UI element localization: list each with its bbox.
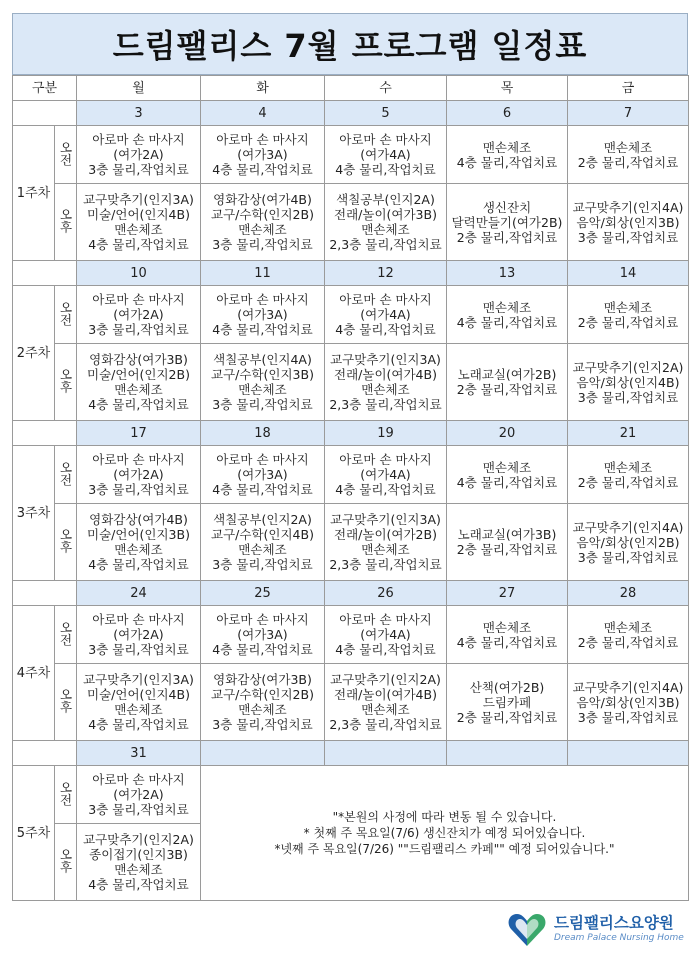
- am-row: [13, 286, 689, 344]
- cell-line: 미술/언어(인지3B): [87, 527, 190, 542]
- cell-line: 맨손체조: [114, 382, 163, 397]
- am-label: 오전: [58, 620, 73, 646]
- cell-line: 드림카페: [482, 694, 532, 710]
- cell-line: 아로마 손 마사지: [216, 292, 309, 307]
- cell-line: 맨손체조: [603, 619, 653, 635]
- date-row: [13, 581, 689, 606]
- cell-line: 4층 물리,작업치료: [456, 314, 558, 330]
- cell-line: 아로마 손 마사지: [92, 132, 185, 147]
- date-cell: 3: [77, 101, 201, 126]
- cell-line: (여가2A): [113, 627, 164, 642]
- schedule-cell: [201, 286, 325, 344]
- schedule-cell: [568, 664, 689, 741]
- cell-line: 교구맞추기(인지3A): [330, 512, 441, 527]
- cell-line: 2층 물리,작업치료: [577, 154, 679, 170]
- date-row-spacer: [13, 581, 77, 606]
- cell-line: 2층 물리,작업치료: [577, 634, 679, 650]
- cell-line: 전래/놀이(여가2B): [334, 527, 437, 542]
- date-cell-empty: [201, 741, 325, 766]
- cell-line: 맨손체조: [361, 382, 410, 397]
- cell-line: 2층 물리,작업치료: [577, 474, 679, 490]
- cell-line: (여가4A): [360, 307, 411, 322]
- schedule-cell: [201, 504, 325, 581]
- schedule-cell: [77, 344, 201, 421]
- cell-line: 4층 물리,작업치료: [456, 634, 558, 650]
- cell-line: 영화감상(여가3B): [89, 352, 188, 367]
- header-row: [13, 76, 689, 101]
- pm-label-cell: [55, 504, 77, 581]
- logo-subtitle: Dream Palace Nursing Home: [554, 933, 684, 943]
- cell-line: 노래교실(여가3B): [457, 527, 557, 542]
- cell-line: 달력만들기(여가2B): [451, 214, 563, 230]
- date-cell: 17: [77, 421, 201, 446]
- cell-line: 4층 물리,작업치료: [335, 482, 436, 497]
- date-cell: 4: [201, 101, 325, 126]
- cell-line: 교구맞추기(인지3A): [83, 672, 194, 687]
- day-header-mon: 월: [77, 76, 201, 101]
- schedule-cell: [201, 664, 325, 741]
- date-cell-empty: [325, 741, 447, 766]
- cell-line: 전래/놀이(여가3B): [334, 207, 437, 222]
- cell-line: 산책(여가2B): [469, 679, 545, 695]
- am-row: [13, 606, 689, 664]
- cell-line: 맨손체조: [114, 222, 163, 237]
- pm-label-cell: [55, 344, 77, 421]
- date-row-spacer: [13, 261, 77, 286]
- cell-line: 4층 물리,작업치료: [335, 162, 436, 177]
- cell-line: 맨손체조: [603, 139, 653, 155]
- cell-line: 3층 물리,작업치료: [577, 229, 679, 245]
- pm-label-cell: [55, 664, 77, 741]
- cell-line: 3층 물리,작업치료: [212, 237, 313, 252]
- am-label-cell: [55, 606, 77, 664]
- pm-label-cell: [55, 824, 77, 901]
- cell-line: 교구맞추기(인지2A): [330, 672, 441, 687]
- cell-line: 교구/수학(인지2B): [211, 687, 314, 702]
- page-title: 드림팰리스 7월 프로그램 일정표: [112, 27, 588, 65]
- schedule-cell: [77, 286, 201, 344]
- day-header-wed: 수: [325, 76, 447, 101]
- notice-line: *넷째 주 목요일(7/26) ""드림팰리스 카페"" 예정 되어있습니다.": [274, 842, 615, 856]
- cell-line: 3층 물리,작업치료: [88, 802, 189, 817]
- schedule-cell: [325, 504, 447, 581]
- schedule-cell: [77, 664, 201, 741]
- schedule-cell: [447, 446, 568, 504]
- date-row-spacer: [13, 101, 77, 126]
- date-cell: 11: [201, 261, 325, 286]
- cell-line: (여가2A): [113, 787, 164, 802]
- cell-line: 아로마 손 마사지: [339, 132, 432, 147]
- date-cell: 7: [568, 101, 689, 126]
- cell-line: 맨손체조: [238, 542, 287, 557]
- cell-line: 생신잔치: [482, 199, 532, 215]
- notice-box: [201, 766, 689, 901]
- cell-line: 아로마 손 마사지: [92, 452, 185, 467]
- am-label: 오전: [58, 780, 73, 806]
- date-row: [13, 741, 689, 766]
- cell-line: 교구맞추기(인지2A): [572, 359, 684, 375]
- date-cell: 18: [201, 421, 325, 446]
- cell-line: 아로마 손 마사지: [92, 772, 185, 787]
- am-label-cell: [55, 446, 77, 504]
- cell-line: 2층 물리,작업치료: [456, 542, 558, 557]
- cell-line: (여가4A): [360, 627, 411, 642]
- schedule-cell: [77, 606, 201, 664]
- notice-line: * 첫째 주 목요일(7/6) 생신잔치가 예정 되어있습니다.: [303, 826, 586, 840]
- cell-line: (여가2A): [113, 147, 164, 162]
- cell-line: 교구/수학(인지4B): [211, 527, 314, 542]
- date-cell: 24: [77, 581, 201, 606]
- cell-line: 교구/수학(인지2B): [211, 207, 314, 222]
- cell-line: 2,3층 물리,작업치료: [329, 397, 442, 412]
- cell-line: 4층 물리,작업치료: [88, 397, 189, 412]
- date-row: [13, 261, 689, 286]
- cell-line: 미술/언어(인지4B): [87, 687, 190, 702]
- cell-line: 맨손체조: [238, 702, 287, 717]
- cell-line: 4층 물리,작업치료: [88, 557, 189, 572]
- cell-line: 3층 물리,작업치료: [212, 717, 313, 732]
- cell-line: 2,3층 물리,작업치료: [329, 557, 442, 572]
- cell-line: (여가2A): [113, 467, 164, 482]
- heart-hands-icon: [506, 909, 548, 949]
- cell-line: 색칠공부(인지4A): [213, 352, 312, 367]
- cell-line: 맨손체조: [482, 139, 532, 155]
- schedule-cell: [568, 446, 689, 504]
- cell-line: 3층 물리,작업치료: [88, 482, 189, 497]
- cell-line: 2,3층 물리,작업치료: [329, 237, 442, 252]
- header-label: 구분: [13, 76, 77, 101]
- am-label-cell: [55, 126, 77, 184]
- cell-line: 맨손체조: [361, 542, 410, 557]
- cell-line: (여가4A): [360, 147, 411, 162]
- schedule-cell: [325, 184, 447, 261]
- cell-line: 2층 물리,작업치료: [577, 314, 679, 330]
- cell-line: 색칠공부(인지2A): [336, 192, 435, 207]
- cell-line: 맨손체조: [114, 542, 163, 557]
- am-label: 오전: [58, 140, 73, 166]
- cell-line: 전래/놀이(여가4B): [334, 687, 437, 702]
- cell-line: 영화감상(여가4B): [89, 512, 188, 527]
- schedule-cell: [447, 504, 568, 581]
- cell-line: 맨손체조: [361, 702, 410, 717]
- schedule-cell: [325, 344, 447, 421]
- cell-line: 4층 물리,작업치료: [335, 642, 436, 657]
- date-cell: 25: [201, 581, 325, 606]
- am-label-cell: [55, 286, 77, 344]
- date-cell: 13: [447, 261, 568, 286]
- cell-line: 맨손체조: [114, 862, 163, 877]
- cell-line: 2,3층 물리,작업치료: [329, 717, 442, 732]
- schedule-cell: [77, 504, 201, 581]
- am-row: [13, 766, 689, 824]
- logo-name: 드림팰리스요양원: [554, 914, 674, 932]
- cell-line: 맨손체조: [114, 702, 163, 717]
- schedule-cell: [201, 126, 325, 184]
- pm-label: 오후: [58, 208, 73, 233]
- schedule-cell: [568, 606, 689, 664]
- cell-line: 색칠공부(인지2A): [213, 512, 312, 527]
- week-label: 3주차: [13, 446, 55, 581]
- week-label: 4주차: [13, 606, 55, 741]
- cell-line: 교구맞추기(인지3A): [83, 192, 194, 207]
- cell-line: 4층 물리,작업치료: [88, 237, 189, 252]
- cell-line: 맨손체조: [482, 619, 532, 635]
- brand-logo: [506, 908, 692, 950]
- schedule-cell: [447, 286, 568, 344]
- date-cell: 26: [325, 581, 447, 606]
- cell-line: 맨손체조: [238, 222, 287, 237]
- cell-line: 교구맞추기(인지4A): [572, 679, 684, 695]
- cell-line: 맨손체조: [482, 299, 532, 315]
- pm-row: [13, 664, 689, 741]
- cell-line: 미술/언어(인지4B): [87, 207, 190, 222]
- pm-label: 오후: [58, 688, 73, 713]
- cell-line: 종이접기(인지3B): [89, 847, 188, 862]
- cell-line: 맨손체조: [361, 222, 410, 237]
- cell-line: 교구맞추기(인지4A): [572, 519, 684, 535]
- date-row: [13, 101, 689, 126]
- schedule-cell: [77, 766, 201, 824]
- schedule-table: [12, 75, 689, 901]
- cell-line: (여가3A): [237, 627, 288, 642]
- cell-line: 3층 물리,작업치료: [577, 549, 679, 565]
- schedule-cell: [77, 446, 201, 504]
- date-cell: 6: [447, 101, 568, 126]
- date-cell: 21: [568, 421, 689, 446]
- cell-line: 아로마 손 마사지: [216, 452, 309, 467]
- schedule-cell: [447, 126, 568, 184]
- schedule-cell: [568, 504, 689, 581]
- cell-line: 음악/회상(인지3B): [576, 694, 680, 710]
- pm-label: 오후: [58, 368, 73, 393]
- date-cell: 31: [77, 741, 201, 766]
- cell-line: 2층 물리,작업치료: [456, 229, 558, 245]
- schedule-cell: [568, 126, 689, 184]
- week-label: 5주차: [13, 766, 55, 901]
- cell-line: 4층 물리,작업치료: [212, 322, 313, 337]
- schedule-cell: [325, 664, 447, 741]
- schedule-cell: [325, 126, 447, 184]
- cell-line: 4층 물리,작업치료: [212, 162, 313, 177]
- cell-line: (여가3A): [237, 147, 288, 162]
- cell-line: 2층 물리,작업치료: [456, 709, 558, 725]
- cell-line: 영화감상(여가3B): [213, 672, 312, 687]
- cell-line: 아로마 손 마사지: [339, 292, 432, 307]
- day-header-fri: 금: [568, 76, 689, 101]
- date-cell: 19: [325, 421, 447, 446]
- cell-line: (여가3A): [237, 307, 288, 322]
- schedule-cell: [77, 126, 201, 184]
- schedule-cell: [325, 606, 447, 664]
- cell-line: 3층 물리,작업치료: [212, 397, 313, 412]
- cell-line: (여가3A): [237, 467, 288, 482]
- cell-line: 노래교실(여가2B): [457, 367, 557, 382]
- cell-line: 아로마 손 마사지: [92, 292, 185, 307]
- date-cell: 14: [568, 261, 689, 286]
- schedule-cell: [77, 184, 201, 261]
- cell-line: 3층 물리,작업치료: [577, 389, 679, 405]
- week-label: 1주차: [13, 126, 55, 261]
- am-label: 오전: [58, 300, 73, 326]
- cell-line: 아로마 손 마사지: [339, 612, 432, 627]
- cell-line: 교구/수학(인지3B): [211, 367, 314, 382]
- cell-line: 교구맞추기(인지2A): [83, 832, 194, 847]
- day-header-tue: 화: [201, 76, 325, 101]
- cell-line: 맨손체조: [238, 382, 287, 397]
- schedule-cell: [325, 286, 447, 344]
- pm-label-cell: [55, 184, 77, 261]
- date-row-spacer: [13, 741, 77, 766]
- cell-line: 맨손체조: [603, 299, 653, 315]
- cell-line: 3층 물리,작업치료: [88, 322, 189, 337]
- pm-row: [13, 504, 689, 581]
- cell-line: 아로마 손 마사지: [339, 452, 432, 467]
- pm-row: [13, 184, 689, 261]
- date-cell: 5: [325, 101, 447, 126]
- cell-line: 음악/회상(인지3B): [576, 214, 680, 230]
- date-cell: 20: [447, 421, 568, 446]
- cell-line: 4층 물리,작업치료: [88, 717, 189, 732]
- schedule-cell: [568, 184, 689, 261]
- cell-line: 미술/언어(인지2B): [87, 367, 190, 382]
- pm-label: 오후: [58, 528, 73, 553]
- schedule-cell: [201, 184, 325, 261]
- am-label-cell: [55, 766, 77, 824]
- cell-line: 4층 물리,작업치료: [456, 474, 558, 490]
- cell-line: 3층 물리,작업치료: [577, 709, 679, 725]
- cell-line: (여가2A): [113, 307, 164, 322]
- schedule-cell: [568, 286, 689, 344]
- cell-line: 맨손체조: [603, 459, 653, 475]
- pm-row: [13, 344, 689, 421]
- cell-line: 4층 물리,작업치료: [456, 154, 558, 170]
- date-row-spacer: [13, 421, 77, 446]
- schedule-cell: [201, 606, 325, 664]
- day-header-thu: 목: [447, 76, 568, 101]
- schedule-cell: [447, 664, 568, 741]
- cell-line: (여가4A): [360, 467, 411, 482]
- am-row: [13, 126, 689, 184]
- cell-line: 음악/회상(인지4B): [576, 374, 680, 390]
- cell-line: 3층 물리,작업치료: [88, 642, 189, 657]
- cell-line: 아로마 손 마사지: [92, 612, 185, 627]
- cell-line: 음악/회상(인지2B): [576, 534, 680, 550]
- cell-line: 영화감상(여가4B): [213, 192, 312, 207]
- am-label: 오전: [58, 460, 73, 486]
- date-row: [13, 421, 689, 446]
- schedule-cell: [447, 606, 568, 664]
- cell-line: 4층 물리,작업치료: [335, 322, 436, 337]
- date-cell: 10: [77, 261, 201, 286]
- schedule-cell: [325, 446, 447, 504]
- title-banner: [12, 13, 688, 75]
- cell-line: 4층 물리,작업치료: [212, 482, 313, 497]
- date-cell-empty: [568, 741, 689, 766]
- date-cell: 27: [447, 581, 568, 606]
- schedule-cell: [568, 344, 689, 421]
- schedule-cell: [201, 344, 325, 421]
- notice-line: "*본원의 사정에 따라 변동 될 수 있습니다.: [332, 810, 557, 824]
- cell-line: 교구맞추기(인지3A): [330, 352, 441, 367]
- cell-line: 맨손체조: [482, 459, 532, 475]
- pm-label: 오후: [58, 848, 73, 873]
- cell-line: 4층 물리,작업치료: [88, 877, 189, 892]
- am-row: [13, 446, 689, 504]
- cell-line: 3층 물리,작업치료: [212, 557, 313, 572]
- cell-line: 아로마 손 마사지: [216, 612, 309, 627]
- date-cell-empty: [447, 741, 568, 766]
- schedule-cell: [447, 344, 568, 421]
- cell-line: 2층 물리,작업치료: [456, 382, 558, 397]
- cell-line: 4층 물리,작업치료: [212, 642, 313, 657]
- week-label: 2주차: [13, 286, 55, 421]
- schedule-cell: [201, 446, 325, 504]
- cell-line: 아로마 손 마사지: [216, 132, 309, 147]
- date-cell: 28: [568, 581, 689, 606]
- date-cell: 12: [325, 261, 447, 286]
- cell-line: 교구맞추기(인지4A): [572, 199, 684, 215]
- schedule-cell: [77, 824, 201, 901]
- cell-line: 3층 물리,작업치료: [88, 162, 189, 177]
- schedule-cell: [447, 184, 568, 261]
- cell-line: 전래/놀이(여가4B): [334, 367, 437, 382]
